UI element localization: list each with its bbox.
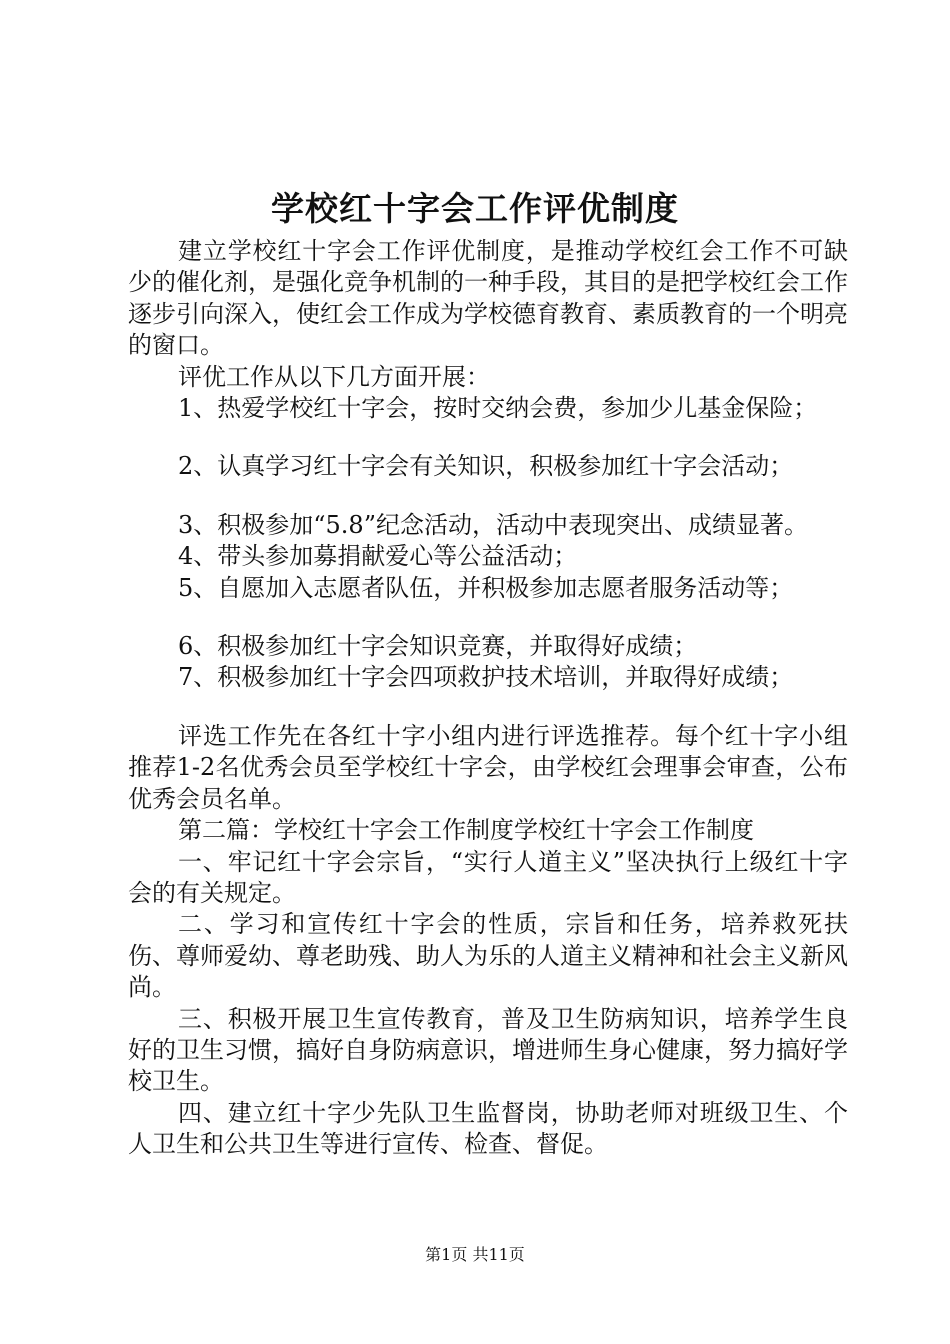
paragraph-intro: 建立学校红十字会工作评优制度，是推动学校红会工作不可缺少的催化剂，是强化竞争机制的一种手段，其目的是把学校红会工作逐步引向深入，使红会工作成为学校德育教育、素质教育的一个明亮的窗口。 (128, 237, 848, 360)
paragraph-rule-3: 三、积极开展卫生宣传教育，普及卫生防病知识，培养学生良好的卫生习惯，搞好自身防病意识，增进师生身心健康，努力搞好学校卫生。 (128, 1004, 848, 1096)
paragraph-rule-4: 四、建立红十字少先队卫生监督岗，协助老师对班级卫生、个人卫生和公共卫生等进行宣传、检查、督促。 (128, 1098, 848, 1159)
document-body (128, 236, 848, 1161)
paragraph-rule-2: 二、学习和宣传红十字会的性质，宗旨和任务，培养救死扶伤、尊师爱幼、尊老助残、助人为乐的人道主义精神和社会主义新风尚。 (128, 910, 848, 1002)
paragraph-criteria-heading: 评优工作从以下几方面开展： (178, 362, 490, 391)
list-item: 6、积极参加红十字会知识竞赛，并取得好成绩； (178, 632, 698, 661)
list-item: 1、热爱学校红十字会，按时交纳会费，参加少儿基金保险； (178, 394, 818, 423)
paragraph-selection: 评选工作先在各红十字小组内进行评选推荐。每个红十字小组推荐1-2名优秀会员至学校红十字会，由学校红会理事会审查，公布优秀会员名单。 (128, 721, 848, 813)
document-title: 学校红十字会工作评优制度 (271, 189, 679, 228)
section-heading: 第二篇：学校红十字会工作制度学校红十字会工作制度 (178, 816, 754, 845)
paragraph-rule-1: 一、牢记红十字会宗旨，“实行人道主义”坚决执行上级红十字会的有关规定。 (128, 847, 848, 907)
list-item: 4、带头参加募捐献爱心等公益活动； (178, 542, 578, 571)
list-item: 5、自愿加入志愿者队伍，并积极参加志愿者服务活动等； (178, 573, 794, 602)
list-item: 7、积极参加红十字会四项救护技术培训，并取得好成绩； (178, 663, 794, 692)
page-number-footer: 第1页 共11页 (425, 1245, 525, 1264)
list-item: 2、认真学习红十字会有关知识，积极参加红十字会活动； (178, 452, 794, 481)
list-item: 3、积极参加“5.8”纪念活动，活动中表现突出、成绩显著。 (178, 510, 808, 539)
